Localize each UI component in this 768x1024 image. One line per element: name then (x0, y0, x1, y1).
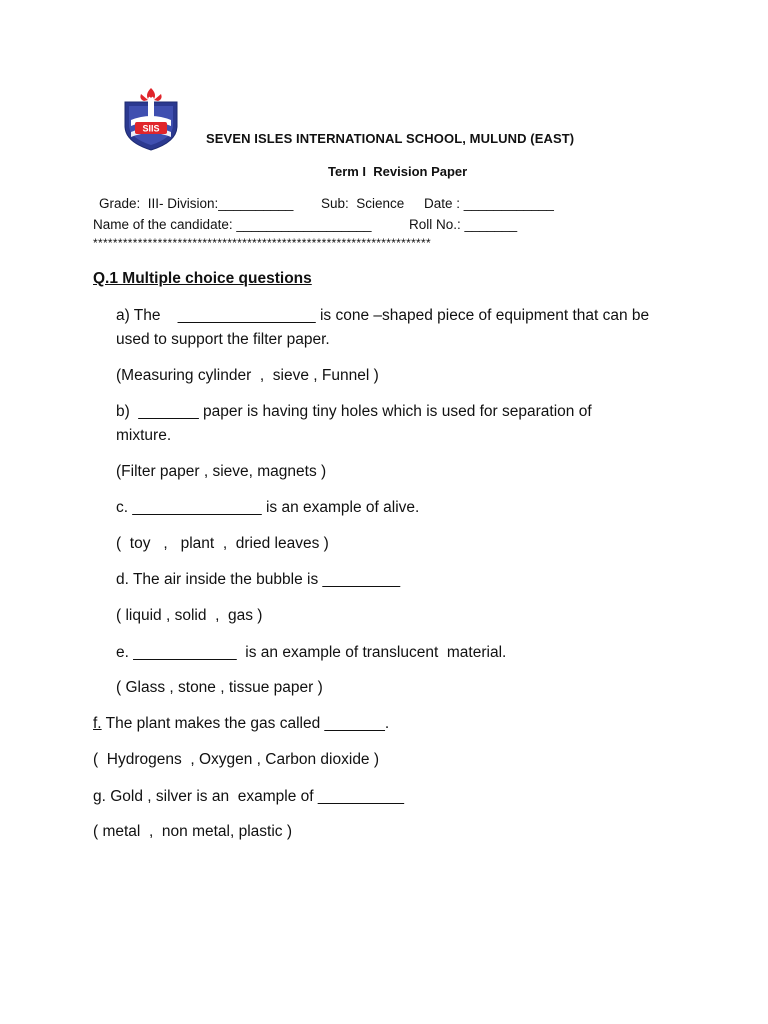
subject-field: Sub: Science (321, 196, 405, 211)
question-b-line2: mixture. (116, 427, 172, 444)
question-f-text: The plant makes the gas called _______. (101, 715, 390, 732)
date-field: Date : ____________ (424, 196, 554, 211)
candidate-name-field: Name of the candidate: __________________ (93, 217, 372, 232)
separator-line: ******************************************************************** (93, 236, 431, 250)
question-a-line1: a) The ________________ is cone –shaped piece of equipment that can be (116, 307, 650, 324)
question-f-label: f. (93, 715, 102, 732)
question-a-line2: used to support the filter paper. (116, 331, 330, 348)
question-b-options: (Filter paper , sieve, magnets ) (116, 463, 327, 480)
school-name: SEVEN ISLES INTERNATIONAL SCHOOL, MULUND (EAST) (206, 131, 575, 146)
question-a-options: (Measuring cylinder , sieve , Funnel ) (116, 367, 379, 384)
question-b-line1: b) _______ paper is having tiny holes which is used for separation of (116, 403, 592, 420)
school-logo (119, 86, 183, 152)
question-e-options: ( Glass , stone , tissue paper ) (116, 679, 323, 696)
roll-number-field: Roll No.: _______ (409, 217, 518, 232)
grade-field: Grade: III- Division:__________ (99, 196, 294, 211)
question-f-line1 (93, 712, 389, 736)
question-c-line1: c. _______________ is an example of alive. (116, 499, 420, 516)
question-g-line1: g. Gold , silver is an example of __________ (93, 788, 405, 805)
question-f-options: ( Hydrogens , Oxygen , Carbon dioxide ) (93, 751, 380, 768)
section-heading: Q.1 Multiple choice questions (93, 270, 312, 287)
question-g-options: ( metal , non metal, plastic ) (93, 823, 292, 840)
logo-text: SIIS (142, 123, 160, 134)
question-e-line1: e. ____________ is an example of translucent material. (116, 644, 507, 661)
question-d-options: ( liquid , solid , gas ) (116, 607, 263, 624)
question-c-options: ( toy , plant , dried leaves ) (116, 535, 329, 552)
paper-title: Term I Revision Paper (328, 164, 468, 179)
question-d-line1: d. The air inside the bubble is _________ (116, 571, 401, 588)
